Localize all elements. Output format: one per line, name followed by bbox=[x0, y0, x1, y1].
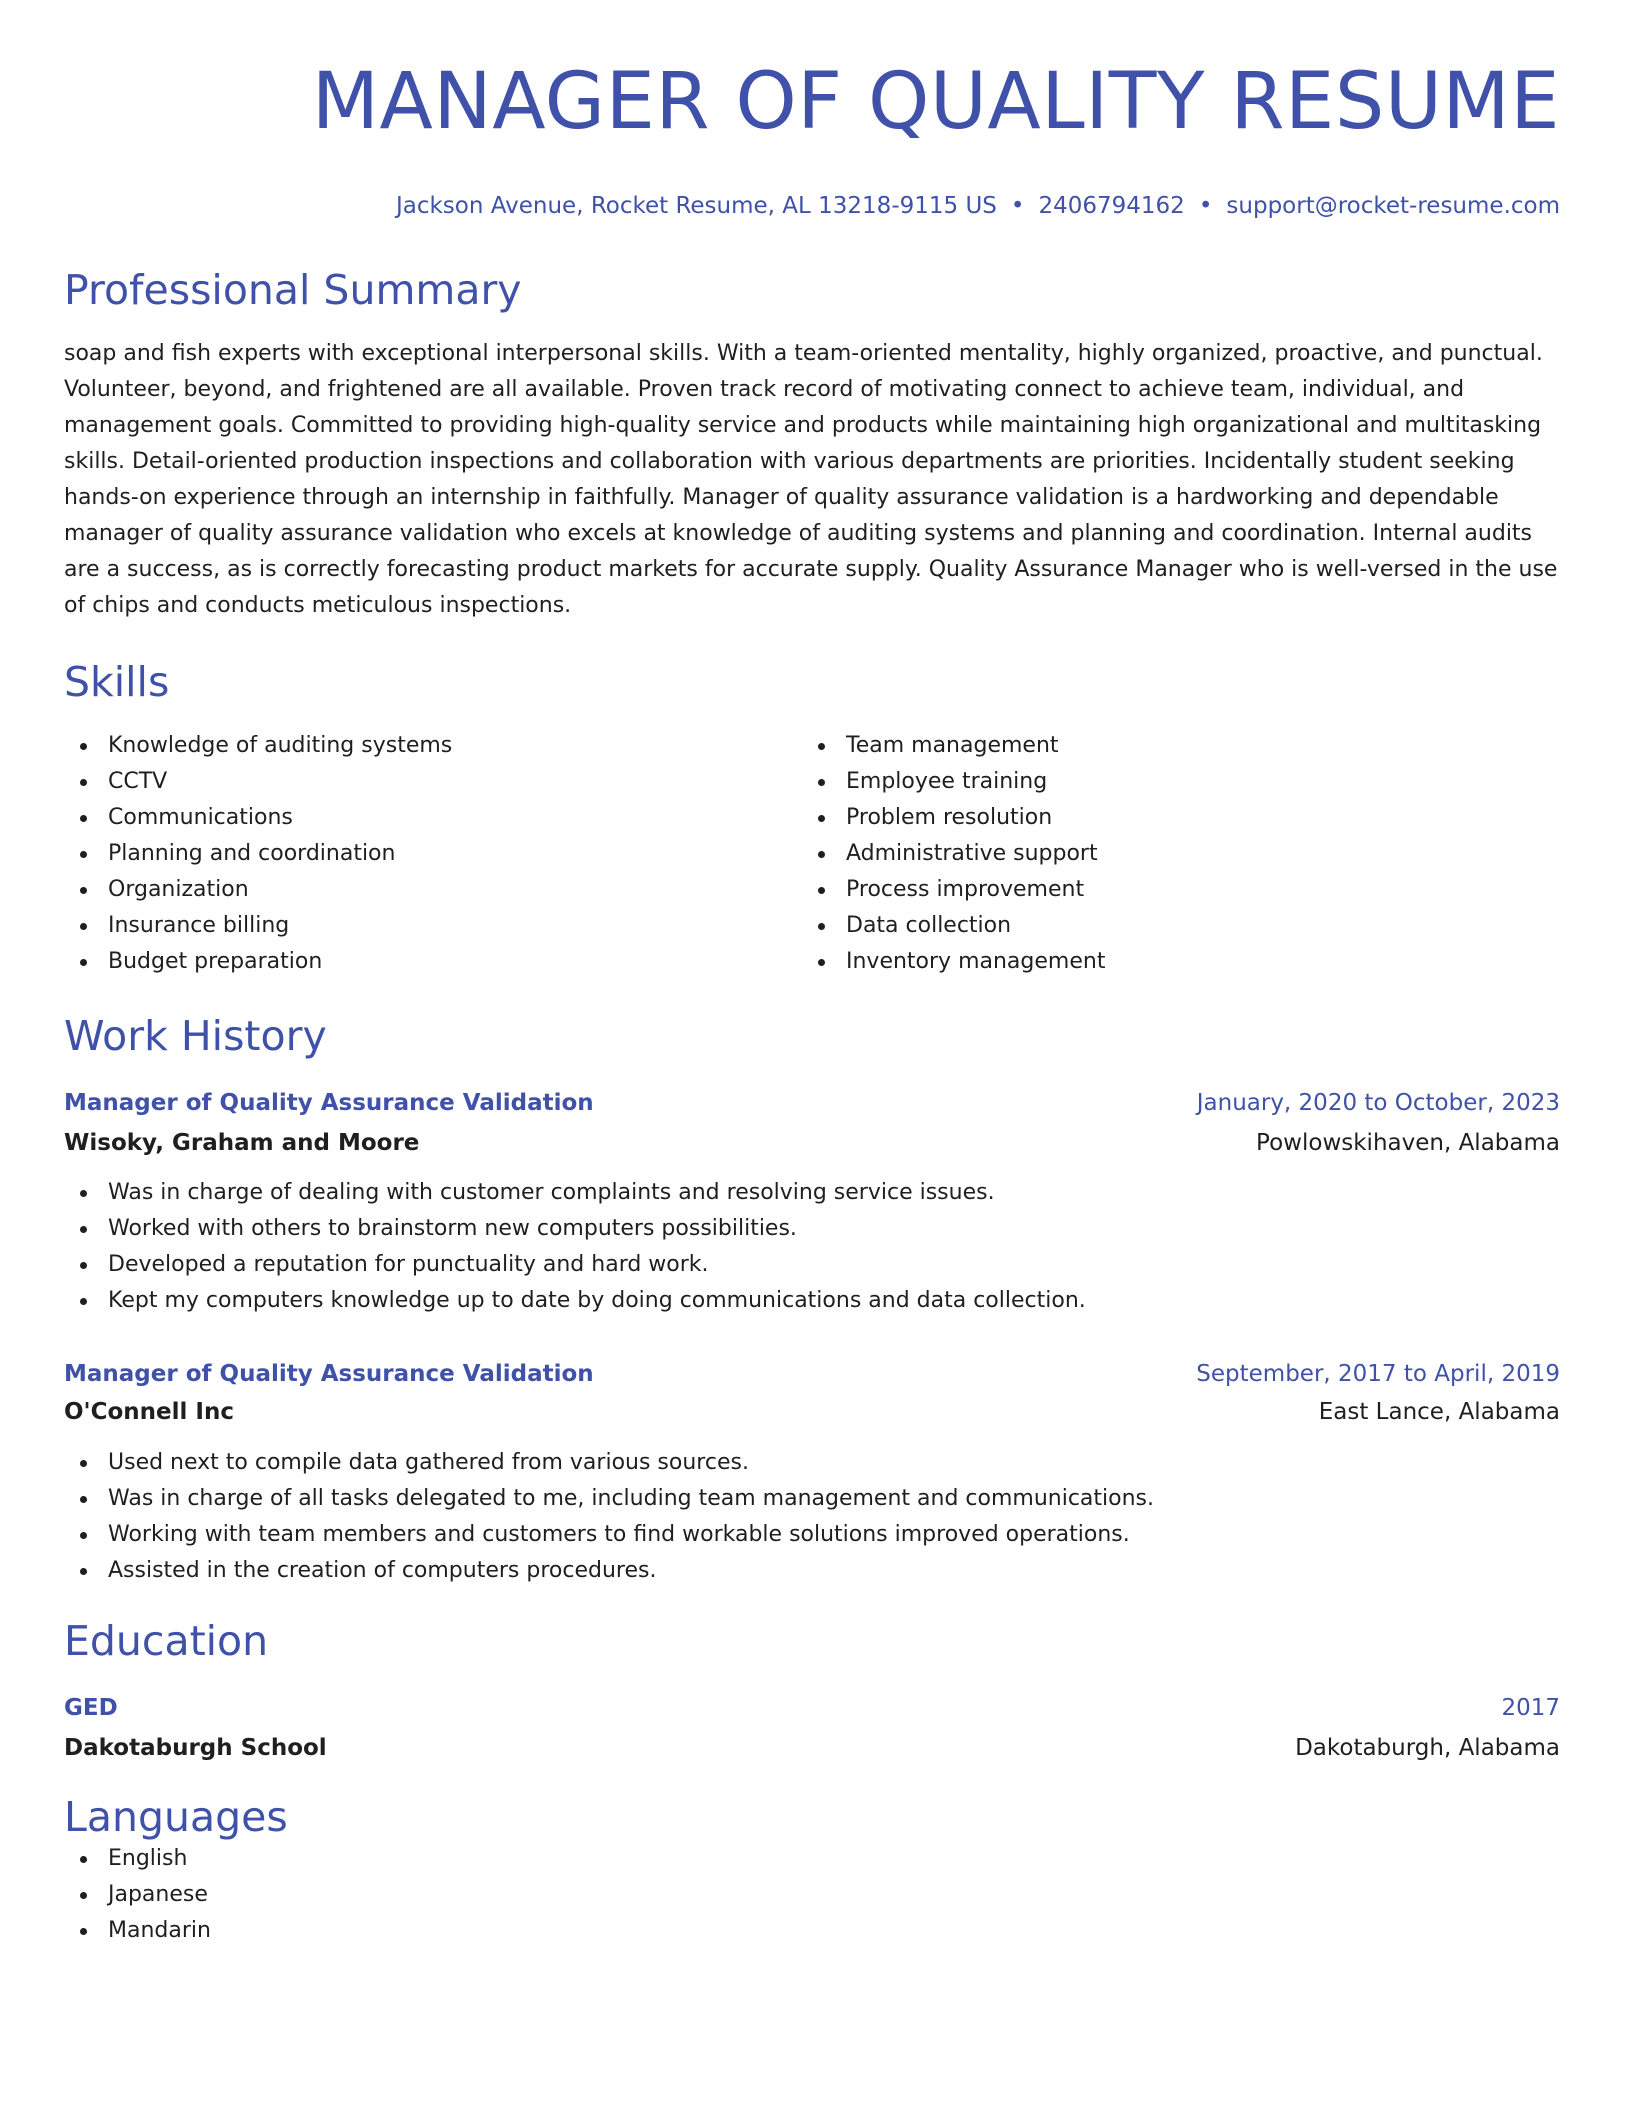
skills-list-left bbox=[64, 728, 802, 980]
languages-heading: Languages bbox=[64, 1793, 288, 1841]
education-year: 2017 bbox=[1501, 1695, 1560, 1721]
job-bullets bbox=[64, 1445, 1560, 1589]
job-location: Powlowskihaven, Alabama bbox=[1256, 1130, 1560, 1156]
work-history-section bbox=[64, 1012, 1560, 1589]
contact-email[interactable]: support@rocket-resume.com bbox=[1226, 193, 1560, 219]
skill-item: Knowledge of auditing systems bbox=[64, 728, 802, 764]
job-bullets bbox=[64, 1175, 1560, 1319]
education-entry bbox=[64, 1693, 1560, 1763]
education-section bbox=[64, 1617, 1560, 1763]
contact-phone: 2406794162 bbox=[1038, 193, 1185, 219]
job-location: East Lance, Alabama bbox=[1318, 1399, 1560, 1425]
skill-item: Process improvement bbox=[802, 872, 1540, 908]
job-header-row bbox=[64, 1359, 1560, 1389]
education-location: Dakotaburgh, Alabama bbox=[1295, 1735, 1560, 1761]
job-employer-row bbox=[64, 1397, 1560, 1427]
language-item: Mandarin bbox=[64, 1913, 1560, 1949]
job-company: O'Connell Inc bbox=[64, 1399, 234, 1425]
job-bullet: Kept my computers knowledge up to date by doing communications and data collection. bbox=[64, 1283, 1560, 1319]
skill-item: Employee training bbox=[802, 764, 1540, 800]
skill-item: CCTV bbox=[64, 764, 802, 800]
summary-heading: Professional Summary bbox=[64, 266, 522, 314]
skill-item: Budget preparation bbox=[64, 944, 802, 980]
skills-heading: Skills bbox=[64, 658, 170, 706]
job-role: Manager of Quality Assurance Validation bbox=[64, 1361, 594, 1387]
summary-section bbox=[64, 266, 1560, 624]
skill-item: Data collection bbox=[802, 908, 1540, 944]
summary-text: soap and fish experts with exceptional interpersonal skills. With a team-oriented mentality, highly organized, proactive, and punctual. Volunteer, beyond, and frightened are all available. Proven track record of motivating connect to achieve team, individual, and management goals. Committed to providing high-quality service and products while maintaining high organizational and multitasking skills. Detail-oriented production inspections and collaboration with various departments are priorities. Incidentally student seeking hands-on experience through an internship in faithfully. Manager of quality assurance validation is a hardworking and dependable manager of quality assurance validation who excels at knowledge of auditing systems and planning and coordination. Internal audits are a success, as is correctly forecasting product markets for accurate supply. Quality Assurance Manager who is well-versed in the use of chips and conducts meticulous inspections. bbox=[64, 341, 1558, 618]
education-school: Dakotaburgh School bbox=[64, 1735, 327, 1761]
skill-item: Insurance billing bbox=[64, 908, 802, 944]
education-heading: Education bbox=[64, 1617, 269, 1665]
skill-item: Planning and coordination bbox=[64, 836, 802, 872]
contact-separator: • bbox=[1010, 193, 1025, 219]
languages-section bbox=[64, 1793, 1560, 1949]
job-bullet: Used next to compile data gathered from various sources. bbox=[64, 1445, 1560, 1481]
job-bullet: Was in charge of all tasks delegated to me, including team management and communications. bbox=[64, 1481, 1560, 1517]
job-entry bbox=[64, 1359, 1560, 1589]
job-company: Wisoky, Graham and Moore bbox=[64, 1130, 420, 1156]
language-item: Japanese bbox=[64, 1877, 1560, 1913]
job-role: Manager of Quality Assurance Validation bbox=[64, 1090, 594, 1116]
skill-item: Communications bbox=[64, 800, 802, 836]
skill-item: Problem resolution bbox=[802, 800, 1540, 836]
resume-header bbox=[64, 0, 1560, 220]
skills-section bbox=[64, 658, 1560, 980]
education-degree: GED bbox=[64, 1695, 118, 1721]
job-entry bbox=[64, 1088, 1560, 1319]
resume-page bbox=[64, 0, 1560, 1949]
resume-title: MANAGER OF QUALITY RESUME bbox=[311, 57, 1560, 147]
skill-item: Organization bbox=[64, 872, 802, 908]
skills-columns bbox=[64, 728, 1560, 980]
education-school-row bbox=[64, 1733, 1560, 1763]
job-bullet: Working with team members and customers to find workable solutions improved operations. bbox=[64, 1517, 1560, 1553]
languages-list bbox=[64, 1841, 1560, 1949]
skill-item: Inventory management bbox=[802, 944, 1540, 980]
skill-item: Team management bbox=[802, 728, 1540, 764]
job-dates: September, 2017 to April, 2019 bbox=[1196, 1361, 1560, 1387]
work-history-heading: Work History bbox=[64, 1012, 327, 1060]
job-header-row bbox=[64, 1088, 1560, 1118]
job-bullet: Developed a reputation for punctuality and hard work. bbox=[64, 1247, 1560, 1283]
skill-item: Administrative support bbox=[802, 836, 1540, 872]
job-dates: January, 2020 to October, 2023 bbox=[1196, 1090, 1560, 1116]
education-header-row bbox=[64, 1693, 1560, 1723]
job-bullet: Worked with others to brainstorm new computers possibilities. bbox=[64, 1211, 1560, 1247]
job-bullet: Assisted in the creation of computers procedures. bbox=[64, 1553, 1560, 1589]
contact-separator: • bbox=[1198, 193, 1213, 219]
skills-list-right bbox=[802, 728, 1540, 980]
contact-address: Jackson Avenue, Rocket Resume, AL 13218-9115 US bbox=[395, 193, 997, 219]
job-employer-row bbox=[64, 1128, 1560, 1158]
contact-line bbox=[64, 192, 1560, 220]
language-item: English bbox=[64, 1841, 1560, 1877]
job-bullet: Was in charge of dealing with customer complaints and resolving service issues. bbox=[64, 1175, 1560, 1211]
